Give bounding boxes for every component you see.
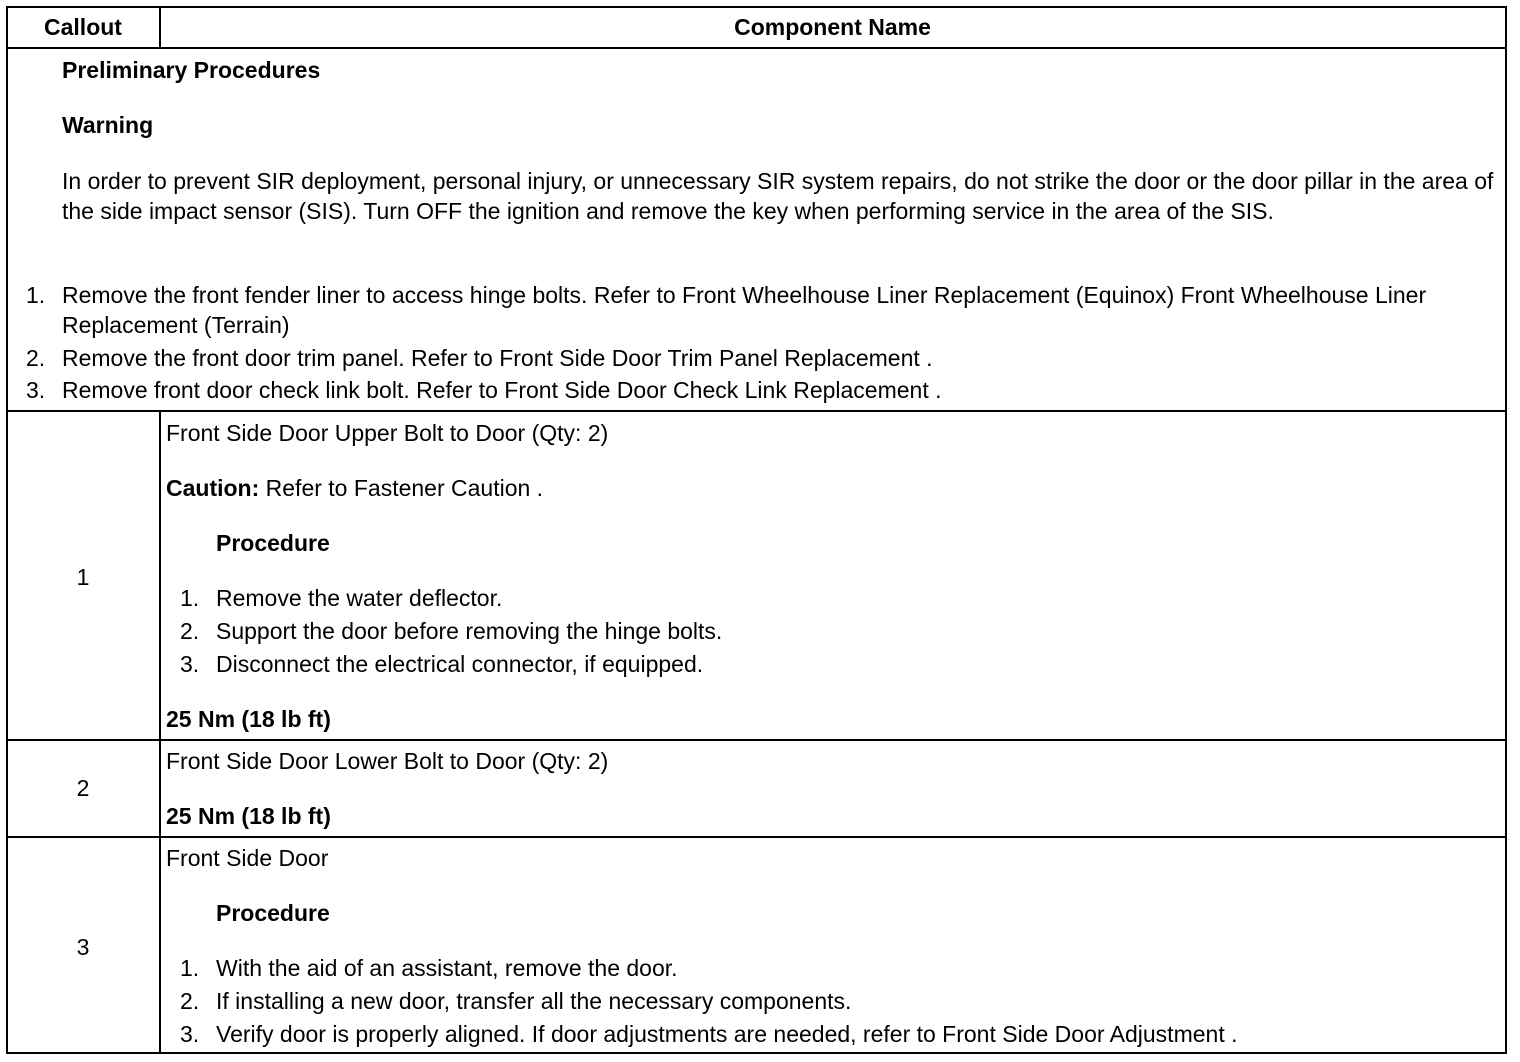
prelim-step-3-num: 3. (26, 377, 46, 403)
row-1-step-2-num: 2. (180, 618, 200, 644)
row-2-component-name: Front Side Door Lower Bolt to Door (Qty: 2) (166, 748, 609, 774)
header-component-name: Component Name (734, 14, 931, 40)
row-1-divider (8, 739, 1505, 741)
row-3-step-3-num: 3. (180, 1021, 200, 1047)
row-3-step-3-text: Verify door is properly aligned. If door adjustments are needed, refer to Front Side Door Adjustment . (216, 1021, 1238, 1047)
row-1-step-3-text: Disconnect the electrical connector, if equipped. (216, 651, 704, 677)
preliminary-divider (8, 410, 1505, 412)
header-callout: Callout (44, 14, 122, 40)
caution-text: Refer to Fastener Caution . (259, 475, 544, 501)
row-1-procedure-title: Procedure (216, 530, 330, 556)
preliminary-title: Preliminary Procedures (62, 57, 321, 83)
row-1-step-2-text: Support the door before removing the hinge bolts. (216, 618, 723, 644)
row-1-step-1-text: Remove the water deflector. (216, 585, 503, 611)
row-3-step-1-text: With the aid of an assistant, remove the door. (216, 955, 678, 981)
row-2-torque: 25 Nm (18 lb ft) (166, 803, 331, 829)
row-1-torque: 25 Nm (18 lb ft) (166, 706, 331, 732)
row-3-callout: 3 (76, 934, 90, 960)
row-1-caution (166, 473, 543, 503)
row-3-component-name: Front Side Door (166, 845, 329, 871)
prelim-step-3-text: Remove front door check link bolt. Refer to Front Side Door Check Link Replacement . (62, 377, 942, 403)
row-1-component-name: Front Side Door Upper Bolt to Door (Qty: 2) (166, 420, 609, 446)
prelim-step-2-num: 2. (26, 345, 46, 371)
prelim-step-1-num: 1. (26, 282, 46, 308)
row-2-callout: 2 (76, 775, 90, 801)
warning-title: Warning (62, 112, 154, 138)
row-3-step-2-num: 2. (180, 988, 200, 1014)
caution-label: Caution: (166, 475, 260, 501)
warning-text: In order to prevent SIR deployment, personal injury, or unnecessary SIR system repairs, do not strike the door or the door pillar in the area of the side impact sensor (SIS). Turn OFF the ignition and remove the key when performing service in the area of the SIS. (62, 168, 1494, 224)
header-divider (8, 47, 1505, 49)
row-3-step-2-text: If installing a new door, transfer all the necessary components. (216, 988, 852, 1014)
row-3-step-1-num: 1. (180, 955, 200, 981)
row-1-callout: 1 (76, 564, 90, 590)
row-2-divider (8, 836, 1505, 838)
row-1-step-3-num: 3. (180, 651, 200, 677)
row-3-procedure-title: Procedure (216, 900, 330, 926)
prelim-step-2-text: Remove the front door trim panel. Refer to Front Side Door Trim Panel Replacement . (62, 345, 933, 371)
column-divider (159, 410, 161, 1054)
row-1-step-1-num: 1. (180, 585, 200, 611)
prelim-step-1-text: Remove the front fender liner to access hinge bolts. Refer to Front Wheelhouse Liner Replacement (Equinox) Front Wheelhouse Liner Replacement (Terrain) (62, 282, 1427, 338)
